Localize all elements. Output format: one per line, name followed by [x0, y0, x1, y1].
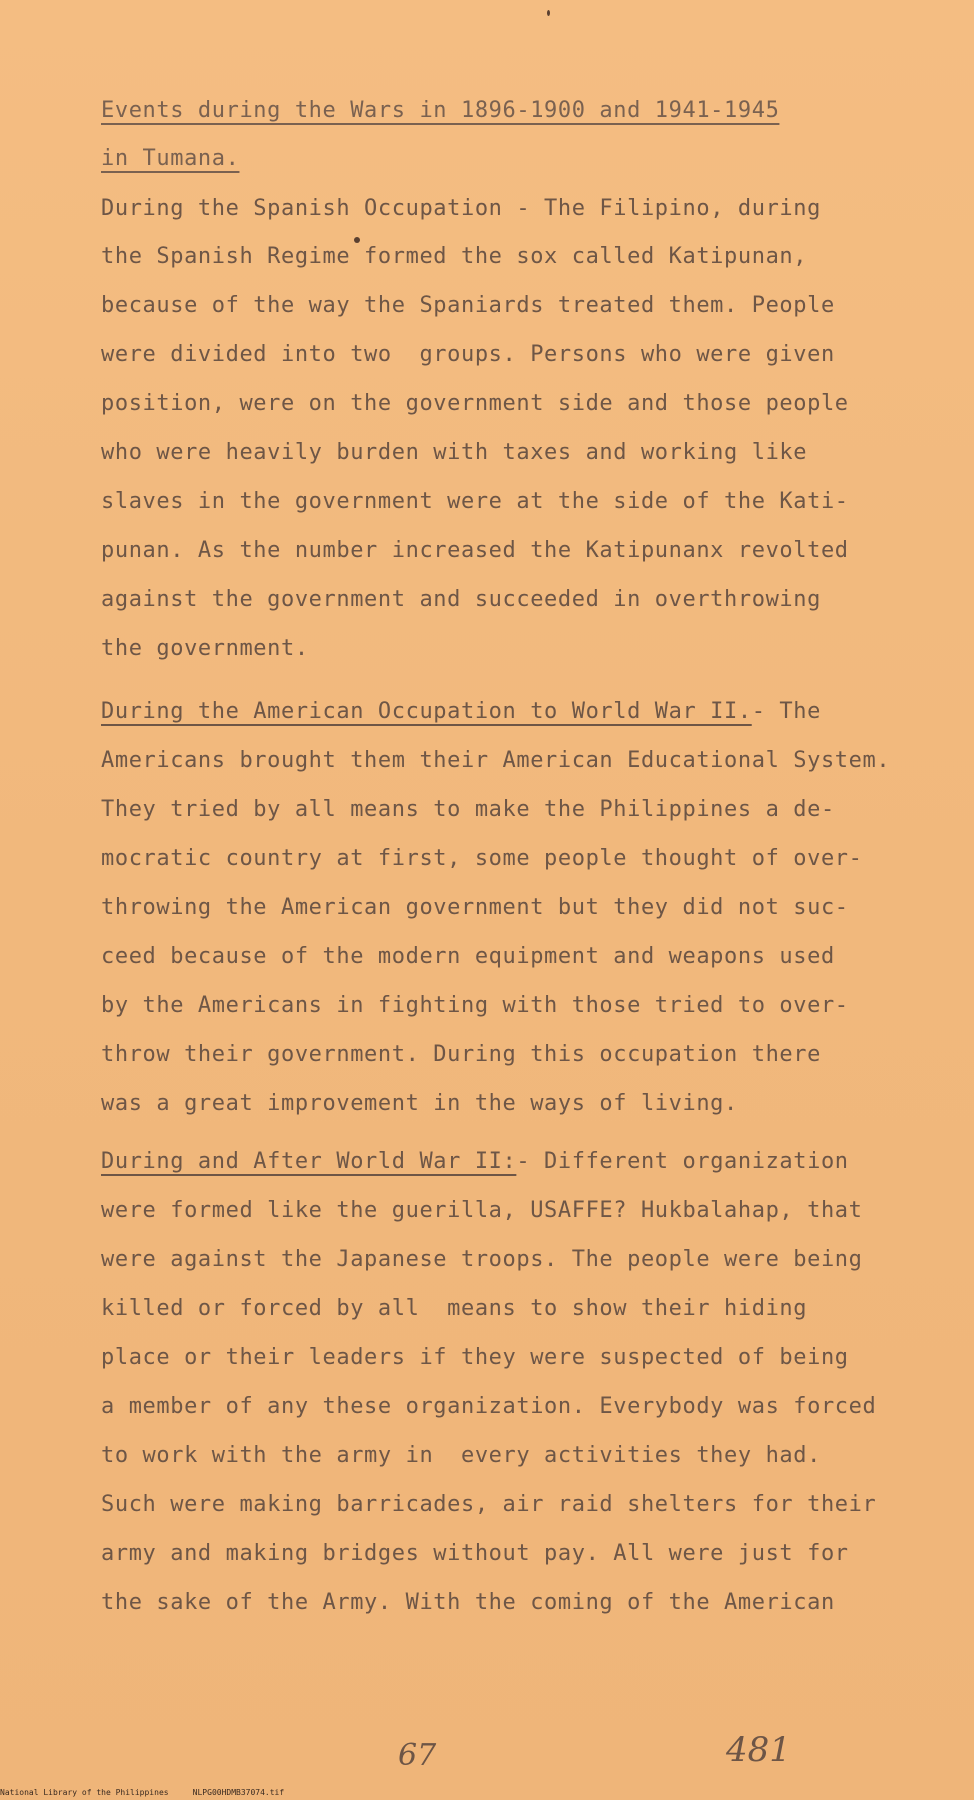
section-2-line: Americans brought them their American Educational System.	[101, 748, 891, 773]
section-1-line: position, were on the government side and those people	[101, 391, 849, 416]
section-3-line: killed or forced by all means to show their hiding	[101, 1296, 808, 1321]
footer-file-id: NLPG00HDMB37074.tif	[192, 1788, 285, 1797]
section-2-line: - The	[751, 699, 821, 724]
section-1-line: against the government and succeeded in overthrowing	[101, 587, 821, 612]
section-2-line: was a great improvement in the ways of living.	[101, 1091, 738, 1116]
section-3-line: a member of any these organization. Everybody was forced	[101, 1394, 877, 1419]
document-title-line-2: in Tumana.	[101, 146, 240, 171]
section-3-line: place or their leaders if they were suspected of being	[101, 1345, 849, 1370]
ink-speck	[547, 10, 550, 16]
handwritten-page-number: 67	[398, 1738, 437, 1773]
section-3-line: army and making bridges without pay. All were just for	[101, 1541, 849, 1566]
section-1-line: who were heavily burden with taxes and working like	[101, 440, 808, 465]
section-2-first-line	[101, 699, 821, 724]
section-3-line: were formed like the guerilla, USAFFE? Hukbalahap, that	[101, 1198, 863, 1223]
handwritten-folio-number: 481	[726, 1730, 791, 1770]
scan-footer	[0, 1788, 974, 1797]
section-2-line: by the Americans in fighting with those tried to over-	[101, 993, 849, 1018]
section-1-line: slaves in the government were at the side of the Kati-	[101, 489, 849, 514]
section-2-line: They tried by all means to make the Philippines a de-	[101, 797, 835, 822]
section-1-line: punan. As the number increased the Katipunanx revolted	[101, 538, 849, 563]
document-title-line-1: Events during the Wars in 1896-1900 and 1941-1945	[101, 98, 780, 123]
section-3-line: to work with the army in every activities they had.	[101, 1443, 821, 1468]
section-3-line: Such were making barricades, air raid shelters for their	[101, 1492, 877, 1517]
section-3-first-line	[101, 1149, 849, 1174]
section-1-heading: During the Spanish Occupation	[101, 196, 503, 221]
section-2-line: ceed because of the modern equipment and weapons used	[101, 944, 835, 969]
section-2-line: throw their government. During this occupation there	[101, 1042, 821, 1067]
section-1-line: were divided into two groups. Persons who were given	[101, 342, 835, 367]
section-2-line: mocratic country at first, some people thought of over-	[101, 846, 863, 871]
footer-institution: National Library of the Philippines	[0, 1788, 169, 1797]
section-3-heading: During and After World War II:	[101, 1149, 517, 1174]
section-1-line: the Spanish Regime formed the sox called Katipunan,	[101, 244, 808, 269]
section-3-line: - Different organization	[516, 1149, 849, 1174]
section-1-line: because of the way the Spaniards treated them. People	[101, 293, 835, 318]
section-1-line: - The Filipino, during	[502, 196, 821, 221]
section-2-line: throwing the American government but they did not suc-	[101, 895, 849, 920]
section-1-line: the government.	[101, 636, 309, 661]
ink-speck	[354, 237, 360, 243]
section-1-first-line	[101, 196, 821, 221]
section-3-line: the sake of the Army. With the coming of the American	[101, 1590, 835, 1615]
section-2-heading: During the American Occupation to World War II.	[101, 699, 752, 724]
section-3-line: were against the Japanese troops. The people were being	[101, 1247, 863, 1272]
